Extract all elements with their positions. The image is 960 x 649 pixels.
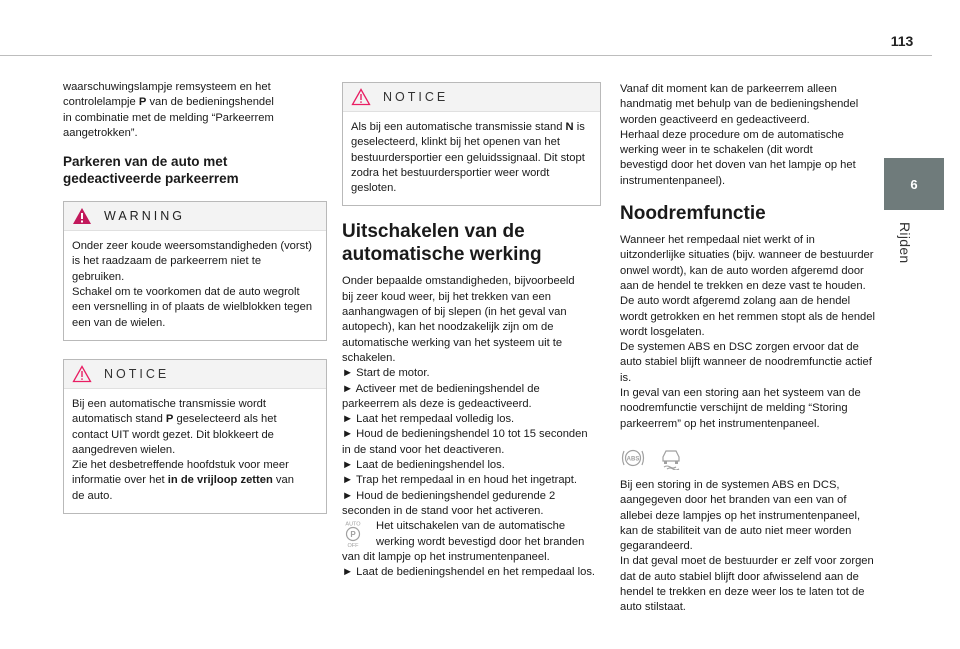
abs-dcs-failure-text: Bij een storing in de systemen ABS en DCS, aangegeven door het branden van een van of allebei deze lampjes op het instrumentenpaneel, kan de stabiliteit van de auto niet meer worden gegarandeerd. In dat geval moet de bestuurder er zelf voor zorgen dat de auto stabiel blijft door afwisselend aan de hendel te trekken en deze weer los te laten tot de auto stilstaat. [620, 478, 874, 614]
abs-warning-icon [620, 446, 646, 470]
column-2 [342, 82, 601, 580]
notice-triangle-icon [72, 365, 92, 383]
deactivate-procedure-text: Onder bepaalde omstandigheden, bijvoorbeeld bij zeer koud weer, bij het trekken van een aanhangwagen of bij slepen (in het geval van autopech), kan het noodzakelijk zijn om de automatische werking van het systeem uit te schakelen. ► Start de motor. ► Activeer met de bedieningshendel de parkeerrem als deze is gedeactiveerd. ► Laat het rempedaal volledig los. ► Houd de bedieningshendel 10 tot 15 seconden in de stand voor het deactiveren. ► Laat de bedieningshendel los. ► Trap het rempedaal in en houd het ingetrapt. ► Houd de bedieningshendel gedurende 2 seconden in de stand voor het activeren. [342, 275, 588, 517]
subheading-parking: Parkeren van de auto met gedeactiveerde parkeerrem [63, 154, 239, 187]
stability-control-icon [658, 446, 684, 470]
notice-box-2 [342, 82, 601, 206]
after-indicator-text: van dit lampje op het instrumentenpaneel. ► Laat de bedieningshendel en het rempedaal los. [342, 550, 596, 579]
chapter-title: Rijden [897, 222, 913, 264]
intro-paragraph: waarschuwingslampje remsysteem en het controlelampje P van de bedieningshendel in combinatie met de melding “Parkeerrem aangetrokken”. [63, 81, 274, 139]
notice-label-2: NOTICE [383, 90, 449, 104]
warning-text: Onder zeer koude weersomstandigheden (vorst) is het raadzaam de parkeerrem niet te gebruiken. Schakel om te voorkomen dat de auto wegrolt een versnelling in of plaats de wielblokken tegen een van de wielen. [72, 240, 313, 329]
warning-box [63, 201, 327, 341]
chapter-tab[interactable]: 6 [884, 158, 944, 210]
notice-header-2 [343, 83, 600, 112]
heading-deactivate-automatic: Uitschakelen van de automatische werking [342, 221, 542, 266]
heading-emergency-brake: Noodremfunctie [620, 203, 766, 225]
warning-header [64, 202, 326, 231]
column-3 [620, 82, 882, 616]
page-number: 113 [890, 33, 914, 49]
warning-label: WARNING [104, 209, 185, 224]
svg-text:OFF: OFF [347, 543, 359, 549]
notice-box-1 [63, 359, 327, 514]
svg-text:P: P [350, 530, 356, 540]
auto-p-off-indicator-row [342, 519, 601, 550]
warning-triangle-icon [72, 207, 92, 225]
notice-label-1: NOTICE [104, 366, 170, 381]
column-1 [63, 80, 327, 514]
notice-text-2: Als bij een automatische transmissie stand N is geselecteerd, klinkt bij het openen van het bestuurdersportier een geluidssignaal. Dit stopt zodra het bestuurdersportier weer wordt gesloten. [351, 121, 585, 195]
manual-mode-text: Vanaf dit moment kan de parkeerrem alleen handmatig met behulp van de bedieningshendel worden geactiveerd en gedeactiveerd. Herhaal deze procedure om de automatische werking weer in te schakelen (dit wordt bevestigd door het doven van het lampje op het instrumentenpaneel). [620, 83, 859, 187]
notice-header-1 [64, 360, 326, 389]
auto-p-off-icon [342, 520, 364, 548]
svg-text:ABS: ABS [626, 456, 640, 463]
header-divider [0, 55, 932, 56]
emergency-brake-text: Wanneer het rempedaal niet werkt of in uitzonderlijke situaties (bijv. wanneer de bestuurder onwel wordt), kan de auto worden afgeremd door aan de hendel te trekken en deze vast te houden. De auto wordt afgeremd zolang aan de hendel wordt getrokken en het remmen stopt als de hendel wordt losgelaten. De systemen ABS en DSC zorgen ervoor dat de auto stabiel blijft wanneer de noodremfunctie actief is. In geval van een storing aan het systeem van de noodremfunctie verschijnt de melding “Storing parkeerrem” op het instrumentenpaneel. [620, 234, 875, 430]
indicator-text: Het uitschakelen van de automatische werking wordt bevestigd door het branden [376, 520, 585, 548]
notice-text-1: Bij een automatische transmissie wordt automatisch stand P geselecteerd als het contact UIT wordt gezet. Dit blokkeert de aangedreven wielen. Zie het desbetreffende hoofdstuk voor meer informatie over het in de vrijloop zetten van de auto. [72, 397, 294, 502]
svg-text:AUTO: AUTO [345, 521, 361, 528]
notice-triangle-icon [351, 88, 371, 106]
abs-dsc-indicator-icons [620, 446, 882, 470]
